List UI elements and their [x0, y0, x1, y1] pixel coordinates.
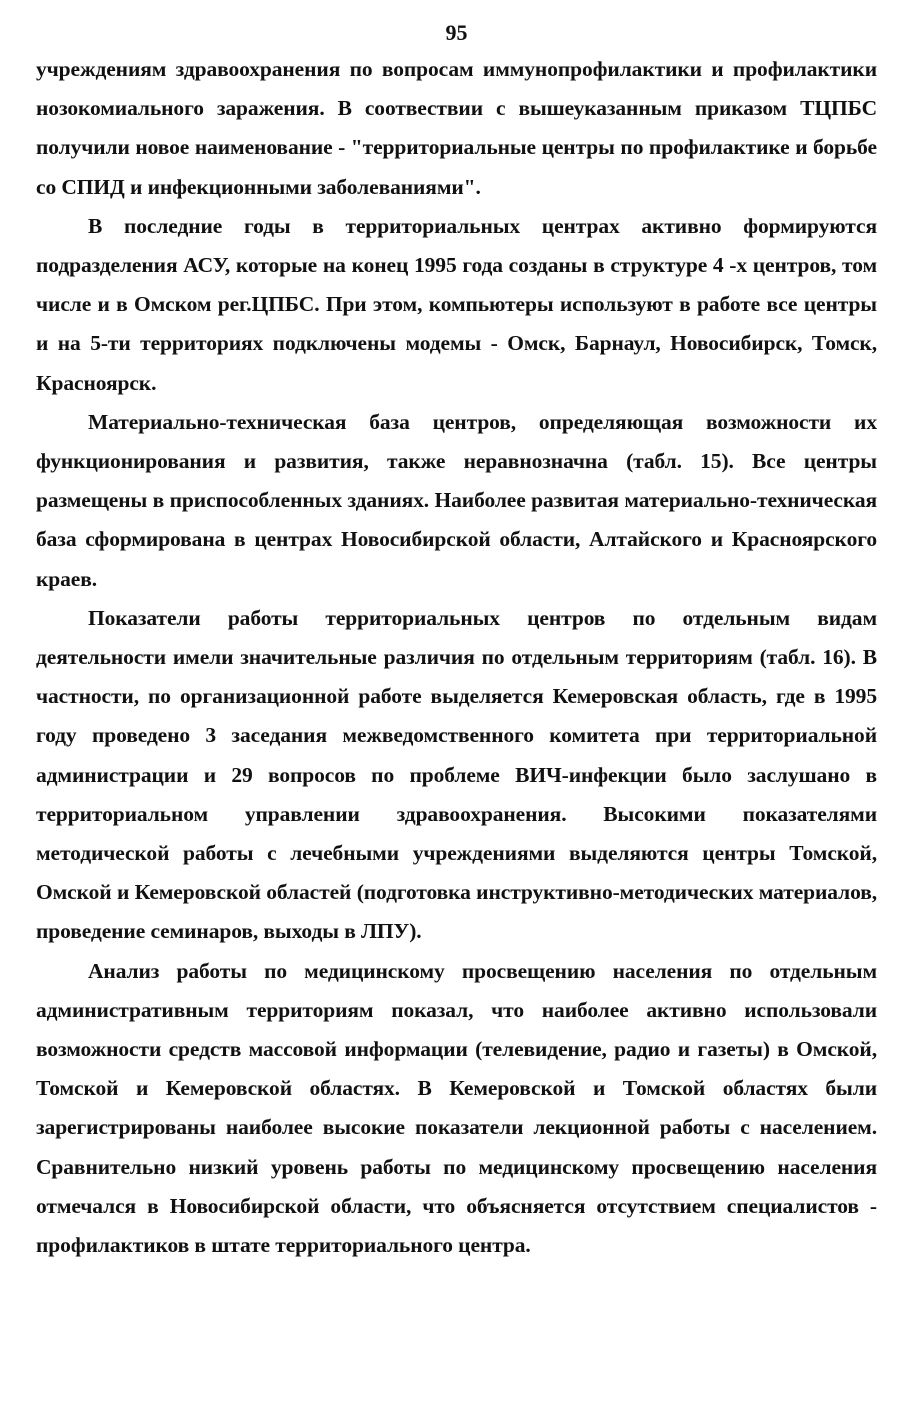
paragraph-continuation: учреждениям здравоохранения по вопросам иммунопрофилактики и профилактики нозокомиального заражения. В соотвествии с вышеуказанным приказом ТЦПБС получили новое наименование - "территориальные центры по профилактике и борьбе со СПИД и инфекционными заболеваниями". [36, 57, 877, 199]
paragraph-performance: Показатели работы территориальных центров по отдельным видам деятельности имели значительные различия по отдельным территориям (табл. 16). В частности, по организационной работе выделяется Кемеровская область, где в 1995 году проведено 3 заседания межведомственного комитета при территориальной администрации и 29 вопросов по проблеме ВИЧ-инфекции было заслушано в территориальном управлении здравоохранения. Высокими показателями методической работы с лечебными учреждениями выделяются центры Томской, Омской и Кемеровской областей (подготовка инструктивно-методических материалов, проведение семинаров, выходы в ЛПУ). [36, 605, 877, 944]
page-number: 95 [445, 20, 468, 45]
paragraph-material-base: Материально-техническая база центров, определяющая возможности их функционирования и развития, также неравнозначна (табл. 15). Все центры размещены в приспособленных зданиях. Наиболее развитая материально-техническая база сформирована в центрах Новосибирской области, Алтайского и Красноярского краев. [36, 409, 877, 591]
paragraph-medical-education: Анализ работы по медицинскому просвещению населения по отдельным административным территориям показал, что наиболее активно использовали возможности средств массовой информации (телевидение, радио и газеты) в Омской, Томской и Кемеровской областях. В Кемеровской и Томской областях были зарегистрированы наиболее высокие показатели лекционной работы с населением. Сравнительно низкий уровень работы по медицинскому просвещению населения отмечался в Новосибирской области, что объясняется отсутствием специалистов - профилактиков в штате территориального центра. [36, 958, 877, 1258]
paragraph-asu: В последние годы в территориальных центрах активно формируются подразделения АСУ, которые на конец 1995 года созданы в структуре 4 -х центров, том числе и в Омском рег.ЦПБС. При этом, компьютеры используют в работе все центры и на 5-ти территориях подключены модемы - Омск, Барнаул, Новосибирск, Томск, Красноярск. [36, 213, 877, 395]
